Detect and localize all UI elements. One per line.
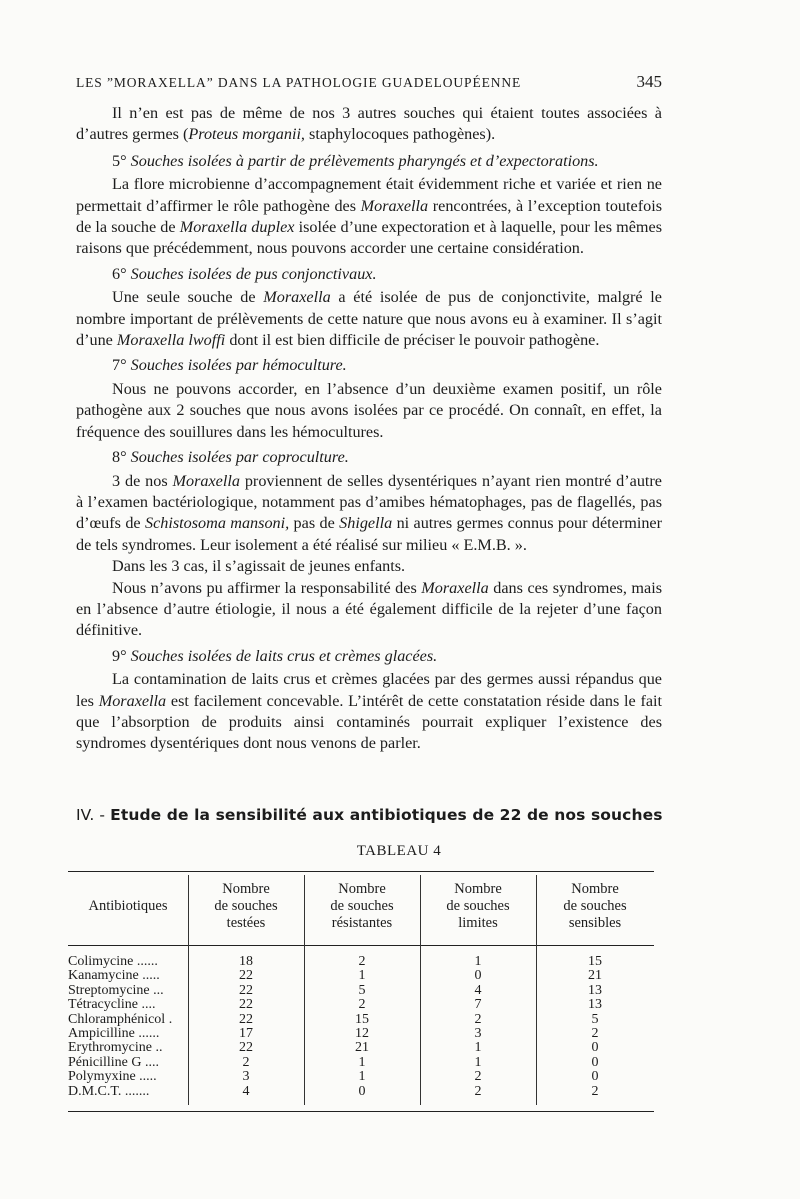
table-cell: 22 [239,982,253,998]
table-cell: 4 [474,982,482,998]
antibiotic-name: D.M.C.T. ....... [68,1083,150,1099]
subsection-title: 7° Souches isolées par hémoculture. [112,356,347,375]
table-row [68,969,654,983]
table-row [68,1085,654,1099]
table-row [68,1041,654,1055]
table-cell: 1 [474,954,482,969]
table-cell: 5 [591,1011,599,1027]
table-cell: 1 [358,1069,366,1085]
table-cell: 22 [239,1040,253,1056]
table-cell: 7 [474,997,482,1013]
table-bottom-rule [68,1111,654,1112]
section-heading: IV. - Etude de la sensibilité aux antibiotiques de 22 de nos souches [76,806,663,824]
table-cell: 18 [239,954,253,969]
table-body [68,955,654,1099]
table-cell: 15 [588,954,602,969]
running-title: LES ”MORAXELLA” DANS LA PATHOLOGIE GUADELOUPÉENNE [76,75,522,90]
paragraph: Dans les 3 cas, il s’agissait de jeunes enfants. [112,557,406,576]
table-cell: 2 [474,1069,482,1085]
paragraph: Il n’en est pas de même de nos 3 autres souches qui étaient toutes associées à d’autres germes (Proteus morganii, staphylocoques pathogènes). [76,104,662,144]
antibiotic-name: Polymyxine ..... [68,1069,157,1085]
table-caption: TABLEAU 4 [356,843,442,859]
table-cell: 17 [239,1025,253,1041]
antibiotic-name: Ampicilline ...... [68,1025,160,1041]
antibiotic-name: Streptomycine ... [68,982,164,998]
table-top-rule [68,871,654,872]
table-cell: 2 [242,1054,250,1070]
paragraph: Une seule souche de Moraxella a été isolée de pus de conjonctivite, malgré le nombre important de prélèvements de cette nature que nous avons eu à examiner. Il s’agit d’une Moraxella lwoffi dont il est bien difficile de préciser le pouvoir pathogène. [76,288,662,350]
table-cell: 2 [591,1083,599,1099]
column-header: Nombre de souches résistantes [330,881,394,931]
subsection-title: 8° Souches isolées par coproculture. [112,448,349,467]
table-row [68,955,654,969]
table-row [68,1027,654,1041]
antibiotic-name: Kanamycine ..... [68,968,160,984]
table-cell: 21 [588,968,602,984]
table-cell: 22 [239,968,253,984]
table-cell: 1 [358,1054,366,1070]
column-header: Nombre de souches limites [446,881,510,931]
table-cell: 13 [588,997,602,1013]
table-row [68,1070,654,1084]
subsection-title: 5° Souches isolées à partir de prélèvements pharyngés et d’expectorations. [112,151,599,170]
column-header: Nombre de souches testées [214,881,278,931]
article-body [76,103,662,755]
table-row [68,998,654,1012]
table-header-rule [68,945,654,946]
table-cell: 22 [239,1011,253,1027]
table-cell: 3 [242,1069,250,1085]
antibiotic-name: Pénicilline G .... [68,1054,159,1070]
table-cell: 0 [474,968,482,984]
table-cell: 13 [588,982,602,998]
table-cell: 0 [358,1083,366,1099]
paragraph: La flore microbienne d’accompagnement était évidemment riche et variée et rien ne permettait d’affirmer le rôle pathogène des Moraxella rencontrées, à l’exception toutefois de la souche de Moraxella duplex isolée d’une expectoration et à laquelle, pour les mêmes raisons que précédemment, nous pouvons accorder une certaine considération. [76,175,663,258]
column-header: Nombre de souches sensibles [563,881,627,931]
table-cell: 0 [591,1069,599,1085]
antibiotic-name: Tétracycline .... [68,997,156,1013]
table-cell: 15 [355,1011,369,1027]
table-cell: 0 [591,1054,599,1070]
antibiotic-name: Erythromycine .. [68,1040,163,1056]
page-number: 345 [636,72,662,91]
paragraph: Nous ne pouvons accorder, en l’absence d’un deuxième examen positif, un rôle pathogène aux 2 souches que nous avons isolées par ce procédé. On connaît, en effet, la fréquence des souillures dans les hémocultures. [76,379,662,441]
paragraph: Nous n’avons pu affirmer la responsabilité des Moraxella dans ces syndromes, mais en l’absence d’autre étiologie, il nous a été également difficile de la rejeter d’une façon définitive. [76,578,662,640]
table-cell: 2 [474,1011,482,1027]
table-cell: 1 [474,1040,482,1056]
table-cell: 2 [358,997,366,1013]
table-cell: 2 [474,1083,482,1099]
table-cell: 22 [239,997,253,1013]
table-row [68,984,654,998]
table-cell: 12 [355,1025,369,1041]
paragraph: 3 de nos Moraxella proviennent de selles dysentériques n’ayant rien montré d’autre à l’examen bactériologique, notamment pas d’amibes hématophages, pas de flagellés, pas d’œufs de Schistosoma mansoni, pas de Shigella ni autres germes connus pour déterminer de tels syndromes. Leur isolement a été réalisé sur milieu « E.M.B. ». [76,471,662,554]
table-cell: 1 [474,1054,482,1070]
antibiotic-name: Chloramphénicol . [68,1011,173,1027]
table-cell: 3 [474,1025,482,1041]
table-cell: 2 [591,1025,599,1041]
table-row [68,1056,654,1070]
table-row [68,1013,654,1027]
table-cell: 1 [358,968,366,984]
table-cell: 5 [358,982,366,998]
table-cell: 21 [355,1040,369,1056]
table-cell: 0 [591,1040,599,1056]
paragraph: La contamination de laits crus et crèmes glacées par des germes aussi répandus que les Moraxella est facilement concevable. L’intérêt de cette constatation réside dans le fait que l’absorption de produits ainsi contaminés pourrait expliquer l’existence des syndromes dysentériques dont nous venons de parler. [76,670,663,753]
running-header [76,72,662,92]
subsection-title: 9° Souches isolées de laits crus et crèmes glacées. [112,646,438,665]
table-cell: 2 [358,954,366,969]
table-cell: 4 [242,1083,250,1099]
antibiotic-name: Colimycine ...... [68,954,158,969]
subsection-title: 6° Souches isolées de pus conjonctivaux. [112,264,377,283]
column-header: Antibiotiques [88,898,168,914]
